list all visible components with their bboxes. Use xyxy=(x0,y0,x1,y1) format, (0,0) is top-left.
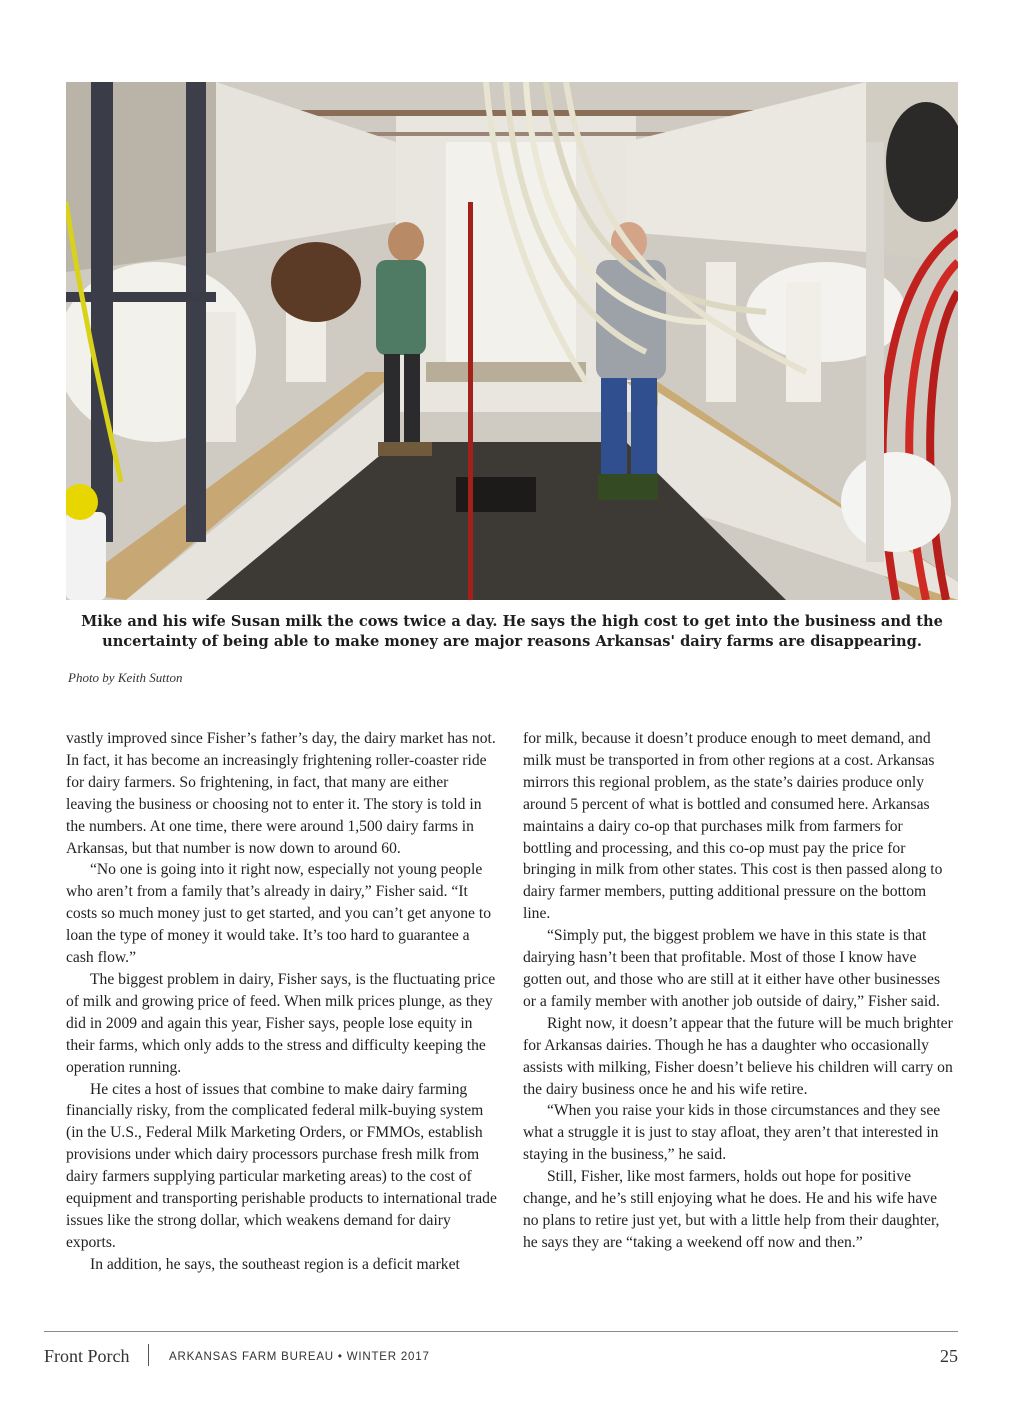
article-photo xyxy=(66,82,958,600)
paragraph: He cites a host of issues that combine to make dairy farming financially risky, from the complicated federal milk-buying system (in the U.S., Federal Milk Marketing Orders, or FMMOs, establish provisions under which dairy processors purchase fresh milk from dairy farmers supplying particular marketing areas) to the cost of equipment and transporting perishable products to international trade issues like the strong dollar, which weakens demand for dairy exports. xyxy=(66,1080,497,1251)
footer-divider xyxy=(44,1331,958,1332)
paragraph: Still, Fisher, like most farmers, holds out hope for positive change, and he’s still enjoying what he does. He and his wife have no plans to retire just yet, but with a little help from their daughter, he says they are “taking a weekend off now and then.” xyxy=(523,1168,940,1251)
photo-caption: Mike and his wife Susan milk the cows twice a day. He says the high cost to get into the business and the uncertainty of being able to make money are major reasons Arkansas' dairy farms are disappearing. xyxy=(81,613,943,650)
article-column-right xyxy=(523,728,955,1254)
paragraph: The biggest problem in dairy, Fisher says, is the fluctuating price of milk and growing price of feed. When milk prices plunge, as they did in 2009 and again this year, Fisher says, people lose equity in their farms, which only adds to the stress and difficulty keeping the operation running. xyxy=(66,970,496,1076)
issue-label: ARKANSAS FARM BUREAU • WINTER 2017 xyxy=(169,1351,430,1363)
paragraph: Right now, it doesn’t appear that the future will be much brighter for Arkansas dairies. Though he has a daughter who occasionally assists with milking, Fisher doesn’t believe his children will carry on the dairy business once he and his wife retire. xyxy=(523,1014,953,1098)
footer-separator xyxy=(148,1344,149,1366)
paragraph: vastly improved since Fisher’s father’s day, the dairy market has not. In fact, it has become an increasingly frightening roller-coaster ride for dairy farmers. So frightening, in fact, that many are either leaving the business or choosing not to enter it. The story is told in the numbers. At one time, there were around 1,500 dairy farms in Arkansas, but that number is now down to around 60. xyxy=(66,730,496,857)
photo-credit: Photo by Keith Sutton xyxy=(68,670,183,685)
milking-parlor-illustration xyxy=(66,82,958,600)
paragraph: In addition, he says, the southeast region is a deficit market xyxy=(90,1255,460,1273)
article-column-left xyxy=(66,728,498,1276)
paragraph: “No one is going into it right now, especially not young people who aren’t from a family that’s already in dairy,” Fisher said. “It costs so much money just to get started, and you can’t get anyone to loan the type of money it would take. It’s too hard to guarantee a cash flow.” xyxy=(66,861,491,967)
page-number: 25 xyxy=(940,1346,958,1366)
magazine-name: Front Porch xyxy=(44,1346,130,1366)
paragraph: for milk, because it doesn’t produce enough to meet demand, and milk must be transported in from other regions at a cost. Arkansas mirrors this regional problem, as the state’s dairies produce only around 5 percent of what is bottled and consumed here. Arkansas maintains a dairy co-op that purchases milk from farmers for bottling and processing, and this co-op must pay the price for bringing in milk from other states. This cost is then passed along to dairy farmer members, putting additional pressure on the bottom line. xyxy=(523,730,943,923)
paragraph: “When you raise your kids in those circumstances and they see what a struggle it is just to stay afloat, they aren’t that interested in staying in the business,” he said. xyxy=(523,1102,941,1164)
paragraph: “Simply put, the biggest problem we have in this state is that dairying hasn’t been that profitable. Most of those I know have gotten out, and those who are still at it either have other businesses or a family member with another job outside of dairy,” Fisher said. xyxy=(523,927,941,1010)
page-footer xyxy=(44,1346,958,1372)
